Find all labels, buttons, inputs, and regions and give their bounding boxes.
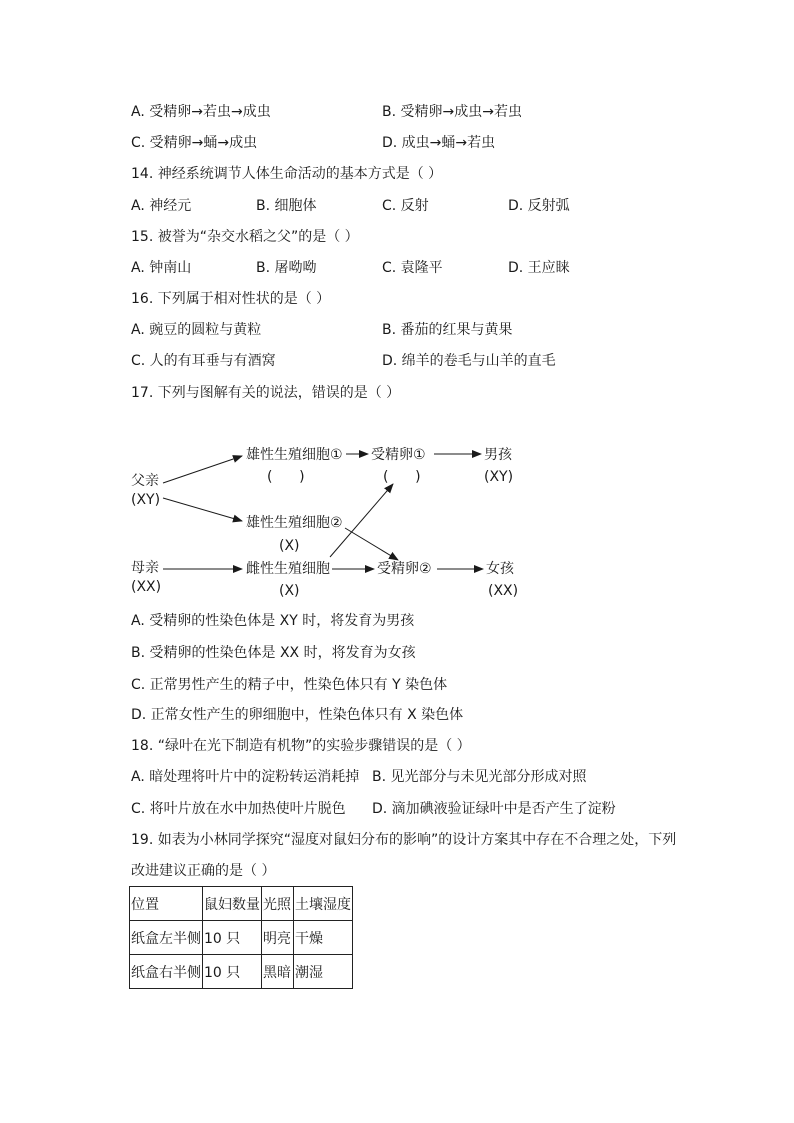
zygote-1-label: 受精卵① — [371, 447, 426, 463]
table-row — [130, 921, 353, 955]
girl-label: 女孩 — [486, 561, 514, 577]
boy-label: 男孩 — [484, 447, 512, 463]
arrow-father-to-male-cell-2 — [163, 498, 242, 521]
father-sex-label: (XY) — [131, 492, 161, 508]
q13-option-c: C. 受精卵→蛹→成虫 — [131, 135, 258, 151]
q19-stem-line-1: 19. 如表为小林同学探究“湿度对鼠妇分布的影响”的设计方案其中存在不合理之处，下列 — [131, 832, 677, 848]
male-cell-1-label: 雄性生殖细胞① — [246, 447, 343, 463]
q17-stem: 17. 下列与图解有关的说法，错误的是（ ） — [131, 385, 401, 401]
q18-option-d: D. 滴加碘液验证绿叶中是否产生了淀粉 — [372, 801, 616, 817]
mother-label: 母亲 — [131, 560, 159, 576]
zygote-2-label: 受精卵② — [377, 561, 432, 577]
table-cell: 纸盒右半侧 — [130, 955, 203, 989]
arrow-father-to-male-cell-1 — [163, 456, 242, 483]
arrow-male-cell-2-to-zygote-2 — [345, 528, 398, 560]
q18-option-c: C. 将叶片放在水中加热使叶片脱色 — [131, 801, 346, 817]
q16-option-d: D. 绵羊的卷毛与山羊的直毛 — [382, 353, 556, 369]
table-row — [130, 955, 353, 989]
q13-option-a: A. 受精卵→若虫→成虫 — [131, 104, 271, 120]
q14-option-a: A. 神经元 — [131, 198, 192, 214]
q18-option-b: B. 见光部分与未见光部分形成对照 — [372, 769, 587, 785]
table-cell: 干燥 — [294, 921, 353, 955]
q17-option-b: B. 受精卵的性染色体是 XX 时，将发育为女孩 — [131, 645, 416, 661]
q17-option-c: C. 正常男性产生的精子中，性染色体只有 Y 染色体 — [131, 677, 448, 693]
q13-option-d: D. 成虫→蛹→若虫 — [382, 135, 496, 151]
q16-option-c: C. 人的有耳垂与有酒窝 — [131, 353, 276, 369]
table-cell: 10 只 — [203, 955, 262, 989]
q13-option-b: B. 受精卵→成虫→若虫 — [382, 104, 522, 120]
table-header-row — [130, 887, 353, 921]
q15-option-a: A. 钟南山 — [131, 260, 192, 276]
q19-table — [129, 886, 353, 989]
table-header-cell: 光照 — [262, 887, 294, 921]
q14-option-d: D. 反射弧 — [508, 198, 570, 214]
q15-option-c: C. 袁隆平 — [382, 260, 443, 276]
q17-option-a: A. 受精卵的性染色体是 XY 时，将发育为男孩 — [131, 613, 415, 629]
mother-sex-label: (XX) — [131, 579, 162, 595]
q15-stem: 15. 被誉为“杂交水稻之父”的是（ ） — [131, 229, 359, 245]
father-label: 父亲 — [131, 473, 159, 489]
q19-stem-line-2: 改进建议正确的是（ ） — [131, 863, 276, 879]
table-cell: 明亮 — [262, 921, 294, 955]
female-cell-label: 雌性生殖细胞 — [246, 561, 330, 577]
q14-stem: 14. 神经系统调节人体生命活动的基本方式是（ ） — [131, 166, 443, 182]
q18-stem: 18. “绿叶在光下制造有机物”的实验步骤错误的是（ ） — [131, 738, 471, 754]
female-cell-sex: (X) — [279, 583, 300, 599]
table-cell: 纸盒左半侧 — [130, 921, 203, 955]
table-cell: 黑暗 — [262, 955, 294, 989]
boy-sex-label: (XY) — [484, 469, 514, 485]
male-cell-2-label: 雄性生殖细胞② — [246, 515, 343, 531]
q15-option-d: D. 王应睐 — [508, 260, 570, 276]
q17-option-d: D. 正常女性产生的卵细胞中，性染色体只有 X 染色体 — [131, 707, 464, 723]
male-cell-1-blank: ( ) — [267, 469, 305, 485]
q18-option-a: A. 暗处理将叶片中的淀粉转运消耗掉 — [131, 769, 360, 785]
q16-option-b: B. 番茄的红果与黄果 — [382, 322, 513, 338]
q15-option-b: B. 屠呦呦 — [256, 260, 317, 276]
zygote-1-blank: ( ) — [383, 469, 421, 485]
girl-sex-label: (XX) — [488, 583, 519, 599]
q16-stem: 16. 下列属于相对性状的是（ ） — [131, 291, 331, 307]
male-cell-2-sex: (X) — [279, 538, 300, 554]
table-header-cell: 位置 — [130, 887, 203, 921]
q16-option-a: A. 豌豆的圆粒与黄粒 — [131, 322, 262, 338]
table-cell: 潮湿 — [294, 955, 353, 989]
table-header-cell: 土壤湿度 — [294, 887, 353, 921]
table-cell: 10 只 — [203, 921, 262, 955]
q14-option-b: B. 细胞体 — [256, 198, 317, 214]
q14-option-c: C. 反射 — [382, 198, 429, 214]
table-header-cell: 鼠妇数量 — [203, 887, 262, 921]
